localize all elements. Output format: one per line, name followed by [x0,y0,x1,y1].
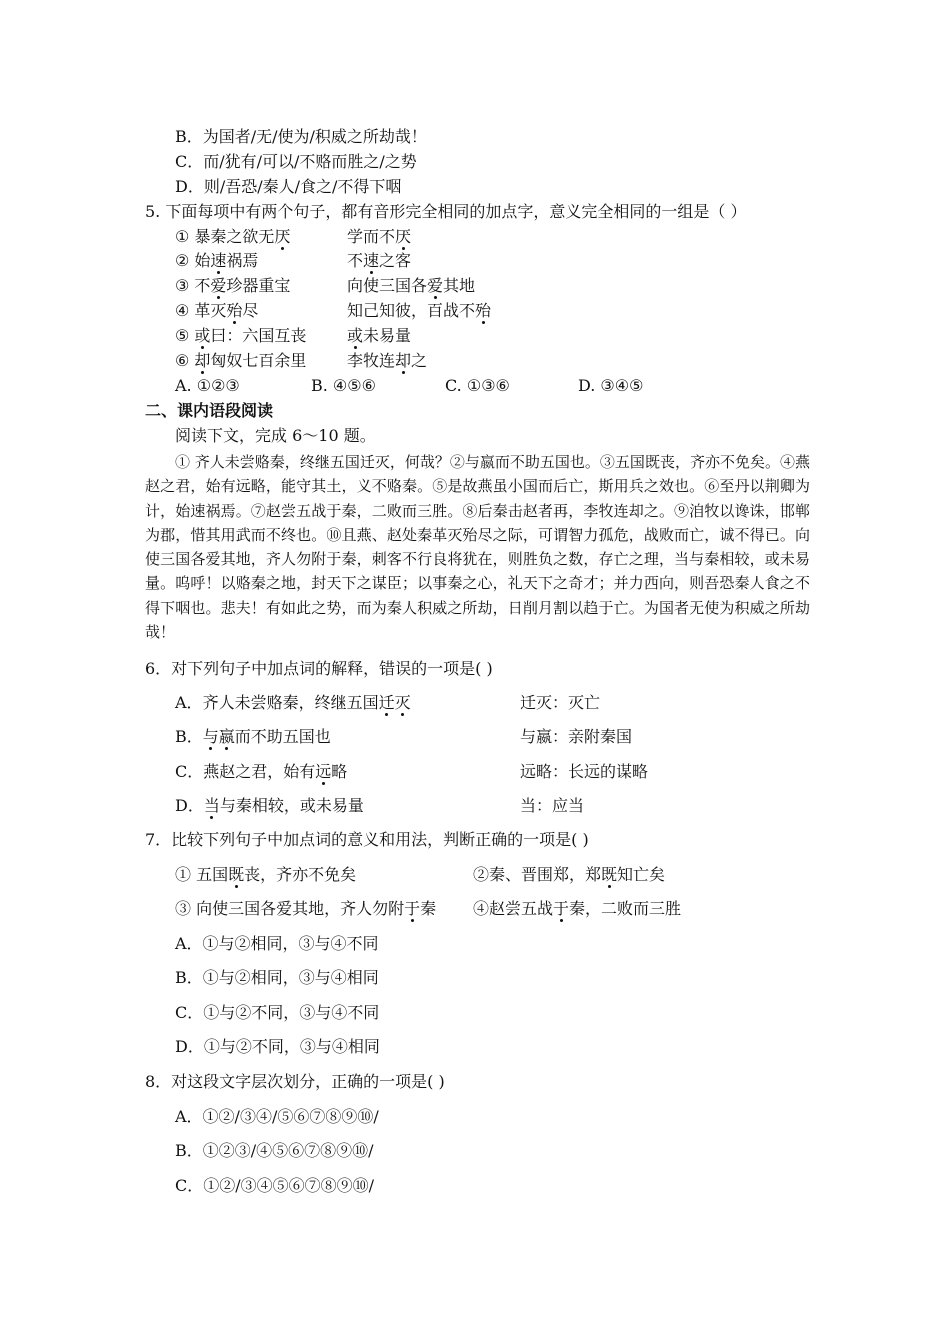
section-heading: 二、课内语段阅读 [145,401,274,420]
text-fragment: ④赵尝五战 [473,899,554,918]
text-fragment: 不 [194,276,211,295]
text-fragment: ① 五国 [175,865,229,884]
q8-stem: 8．对这段文字层次划分，正确的一项是( ) [145,1072,445,1091]
text-fragment: ⑤ [175,326,190,345]
q7-sentence [175,864,356,886]
emphasized-word: 速 [363,251,380,270]
text-fragment: 之 [411,351,428,370]
text-fragment: D． [175,796,204,815]
text-fragment: C． [175,762,204,781]
q5-pair-left [175,275,290,297]
q7-sentence [473,898,681,920]
emphasized-word: 当 [203,796,220,815]
q5-pair-left [175,350,306,372]
text-fragment: B． [175,727,203,746]
q5-option-d: D. ③④⑤ [578,376,644,395]
text-fragment: ① [175,227,190,246]
q8-option-c: C．①②/③④⑤⑥⑦⑧⑨⑩/ [175,1176,375,1195]
text-fragment: 曰：六国互丧 [210,326,307,345]
q5-option-c: C. ①③⑥ [445,376,510,395]
q6-gloss: 当：应当 [520,796,585,815]
q8-option-b: B．①②③/④⑤⑥⑦⑧⑨⑩/ [175,1141,374,1160]
q5-pair-right [347,250,411,272]
emphasized-word: 既 [601,865,618,884]
emphasized-word: 迁灭 [378,693,411,712]
q6-option [175,761,347,783]
q6-option [175,795,364,817]
emphasized-word: 殆 [226,301,243,320]
q5-stem: 5. 下面每项中有两个句子，都有音形完全相同的加点字，意义完全相同的一组是（ ） [145,202,747,221]
q5-pair-left [175,226,290,248]
q5-pair-right [347,350,427,372]
text-fragment: 丧，齐亦不免矣 [244,865,357,884]
text-fragment: 与秦相较，或未易量 [219,796,364,815]
text-fragment: 匈奴七百余里 [210,351,307,370]
q4-option-b: B．为国者/无/使为/积威之所劫哉！ [175,127,427,146]
emphasized-word: 于 [404,899,421,918]
text-fragment: ③ [175,276,190,295]
text-fragment: ③ 向使三国各爱其地，齐人勿附 [175,899,405,918]
emphasized-word: 速 [210,251,227,270]
emphasized-word: 或 [347,326,364,345]
passage: ① 齐人未尝赂秦，终继五国迁灭，何哉？②与嬴而不助五国也。③五国既丧，齐亦不免矣。④燕赵之君，始有远略，能守其土，义不赂秦。⑤是故燕虽小国而后亡，斯用兵之效也。⑥至丹以荆卿为计，始速祸焉。⑦赵尝五战于秦，二败而三胜。⑧后秦击赵者再，李牧连却之。⑨洎牧以谗诛，邯郸为郡，惜其用武而不终也。⑩且燕、赵处秦革灭殆尽之际，可谓智力孤危，战败而亡，诚不得已。向使三国各爱其地，齐人勿附于秦，刺客不行良将犹在，则胜负之数，存亡之理，当与秦相较，或未易量。呜呼！以赂秦之地，封天下之谋臣；以事秦之心，礼天下之奇才；并力西向，则吾恐秦人食之不得下咽也。悲夫！有如此之势，而为秦人积威之所劫，日削月割以趋于亡。为国者无使为积威之所劫哉！ [145,453,810,642]
text-fragment: 未易量 [363,326,412,345]
emphasized-word: 远 [315,762,332,781]
q5-pair-right [347,325,411,347]
q6-gloss: 与嬴：亲附秦国 [520,727,633,746]
text-fragment: 不 [347,251,364,270]
text-fragment: 其地 [443,276,476,295]
text-fragment: 革灭 [194,301,227,320]
text-fragment: 知己知彼，百战不 [347,301,476,320]
q6-gloss: 远略：长远的谋略 [520,762,649,781]
q5-pair-left [175,250,258,272]
emphasized-word: 爱 [210,276,227,295]
text-fragment: 之客 [379,251,412,270]
emphasized-word: 殆 [475,301,492,320]
q7-option-a: A．①与②相同，③与④不同 [175,934,379,953]
q5-pair-right [347,275,475,297]
q4-option-d: D．则/吾恐/秦人/食之/不得下咽 [175,177,402,196]
q6-stem: 6．对下列句子中加点词的解释，错误的一项是( ) [145,659,493,678]
text-fragment: 略 [331,762,348,781]
emphasized-word: 厌 [395,227,412,246]
q7-sentence [473,864,665,886]
q6-gloss: 迁灭：灭亡 [520,693,601,712]
text-fragment: ④ [175,301,190,320]
emphasized-word: 既 [228,865,245,884]
q7-stem: 7．比较下列句子中加点词的意义和用法，判断正确的一项是( ) [145,830,589,849]
emphasized-word: 却 [194,351,211,370]
q6-option [175,692,411,714]
q7-option-d: D．①与②不同，③与④相同 [175,1037,380,1056]
q7-option-c: C．①与②不同，③与④不同 [175,1003,380,1022]
text-fragment: 珍器重宝 [226,276,291,295]
text-fragment: 暴秦之欲无 [194,227,275,246]
text-fragment: ② [175,251,190,270]
q4-option-c: C．而/犹有/可以/不赂而胜之/之势 [175,152,417,171]
emphasized-word: 或 [194,326,211,345]
q7-sentence [175,898,436,920]
text-fragment: 知亡矣 [617,865,666,884]
text-fragment: 李牧连 [347,351,396,370]
q7-option-b: B．①与②相同，③与④相同 [175,968,379,987]
q5-pair-left [175,325,306,347]
emphasized-word: 厌 [274,227,291,246]
q6-option [175,726,331,748]
q5-option-b: B. ④⑤⑥ [311,376,376,395]
q8-option-a: A．①②/③④/⑤⑥⑦⑧⑨⑩/ [175,1107,379,1126]
section-intro: 阅读下文，完成 6～10 题。 [175,426,376,445]
emphasized-word: 与嬴 [202,727,235,746]
text-fragment: 而不助五国也 [234,727,331,746]
text-fragment: 向使三国各 [347,276,428,295]
emphasized-word: 却 [395,351,412,370]
text-fragment: A． [175,693,203,712]
text-fragment: ②秦、晋围郑，郑 [473,865,602,884]
text-fragment: 始 [194,251,211,270]
text-fragment: 尽 [242,301,259,320]
text-fragment: 祸焉 [226,251,259,270]
emphasized-word: 爱 [427,276,444,295]
text-fragment: 秦，二败而三胜 [569,899,682,918]
q5-pair-right [347,226,411,248]
text-fragment: 齐人未尝赂秦，终继五国 [202,693,379,712]
text-fragment: ⑥ [175,351,190,370]
q5-pair-right [347,300,491,322]
text-fragment: 学而不 [347,227,396,246]
text-fragment: 燕赵之君，始有 [203,762,316,781]
emphasized-word: 于 [553,899,570,918]
q5-option-a: A. ①②③ [175,376,240,395]
q5-pair-left [175,300,258,322]
text-fragment: 秦 [420,899,437,918]
